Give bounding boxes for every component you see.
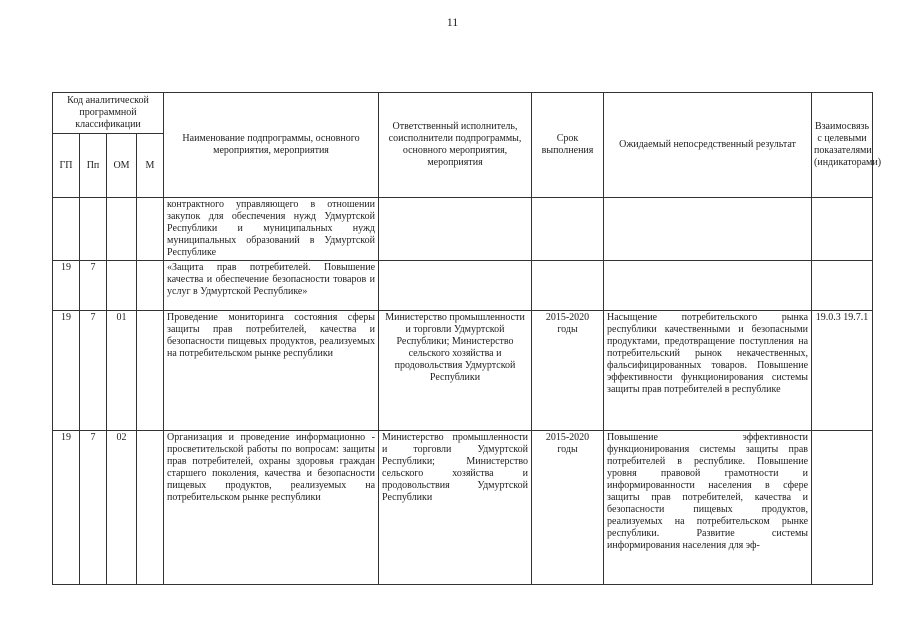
cell-relation — [812, 431, 873, 585]
cell-relation: 19.0.3 19.7.1 — [812, 311, 873, 431]
cell-relation — [812, 261, 873, 311]
cell-name: Организация и проведение информационно - просветительской работы по вопросам: защиты прав потребителей, охраны здоровья граждан старшего поколения, качества и безопасности пищевых продуктов, реализуемых на потребительском рынке республики — [164, 431, 379, 585]
cell-pp: 7 — [80, 311, 107, 431]
cell-result: Насыщение потребительского рынка республики качественными и безопасными продуктами, предотвращение поступления на потребительский рынок некачественных, фальсифицированных товаров. Повышение эффективности функционирования системы защиты прав потребителей в республике — [604, 311, 812, 431]
cell-gp — [53, 198, 80, 261]
cell-term: 2015-2020 годы — [532, 311, 604, 431]
cell-result — [604, 198, 812, 261]
table-row — [53, 311, 873, 431]
header-result: Ожидаемый непосредственный результат — [604, 93, 812, 198]
cell-responsible — [379, 198, 532, 261]
header-om: ОМ — [107, 134, 137, 198]
cell-result — [604, 261, 812, 311]
header-name: Наименование подпрограммы, основного мероприятия, мероприятия — [164, 93, 379, 198]
header-term: Срок выполнения — [532, 93, 604, 198]
cell-om — [107, 198, 137, 261]
header-m: М — [137, 134, 164, 198]
cell-name: Проведение мониторинга состояния сферы защиты прав потребителей, качества и безопасности пищевых продуктов, реализуемых на потребительском рынке республики — [164, 311, 379, 431]
header-code-group: Код аналитической программной классификации — [53, 93, 164, 134]
cell-m — [137, 311, 164, 431]
cell-term — [532, 198, 604, 261]
header-gp: ГП — [53, 134, 80, 198]
cell-om: 01 — [107, 311, 137, 431]
cell-term: 2015-2020 годы — [532, 431, 604, 585]
program-table — [52, 92, 882, 585]
cell-responsible: Министерство промышленности и торговли Удмуртской Республики; Министерство сельского хозяйства и продовольствия Удмуртской Республики — [379, 311, 532, 431]
cell-gp: 19 — [53, 311, 80, 431]
cell-gp: 19 — [53, 431, 80, 585]
header-responsible: Ответственный исполнитель, соисполнители подпрограммы, основного мероприятия, мероприятия — [379, 93, 532, 198]
cell-responsible — [379, 261, 532, 311]
cell-pp: 7 — [80, 431, 107, 585]
page-number: 11 — [446, 15, 459, 29]
cell-gp: 19 — [53, 261, 80, 311]
cell-om: 02 — [107, 431, 137, 585]
cell-responsible: Министерство промышленности и торговли Удмуртской Республики; Министерство сельского хозяйства и продовольствия Удмуртской Республики — [379, 431, 532, 585]
header-pp: Пп — [80, 134, 107, 198]
cell-relation — [812, 198, 873, 261]
cell-result: Повышение эффективности функционирования системы защиты прав потребителей в республике. Повышение уровня правовой грамотности и информированности населения в сфере защиты прав потребителей, качества и безопасности пищевых продуктов, реализуемых на потребительском рынке республики. Развитие системы информирования населения для эф- — [604, 431, 812, 585]
table-row — [53, 431, 873, 585]
cell-name: контрактного управляющего в отношении закупок для обеспечения нужд Удмуртской Республики и муниципальных нужд муниципальных образований в Удмуртской Республике — [164, 198, 379, 261]
header-relation: Взаимосвязь с целевыми показателями (индикаторами) — [812, 93, 873, 198]
cell-pp: 7 — [80, 261, 107, 311]
cell-m — [137, 431, 164, 585]
cell-m — [137, 198, 164, 261]
table-row — [53, 261, 873, 311]
cell-pp — [80, 198, 107, 261]
cell-name: «Защита прав потребителей. Повышение качества и обеспечение безопасности товаров и услуг в Удмуртской Республике» — [164, 261, 379, 311]
table-row — [53, 198, 873, 261]
cell-term — [532, 261, 604, 311]
cell-om — [107, 261, 137, 311]
cell-m — [137, 261, 164, 311]
